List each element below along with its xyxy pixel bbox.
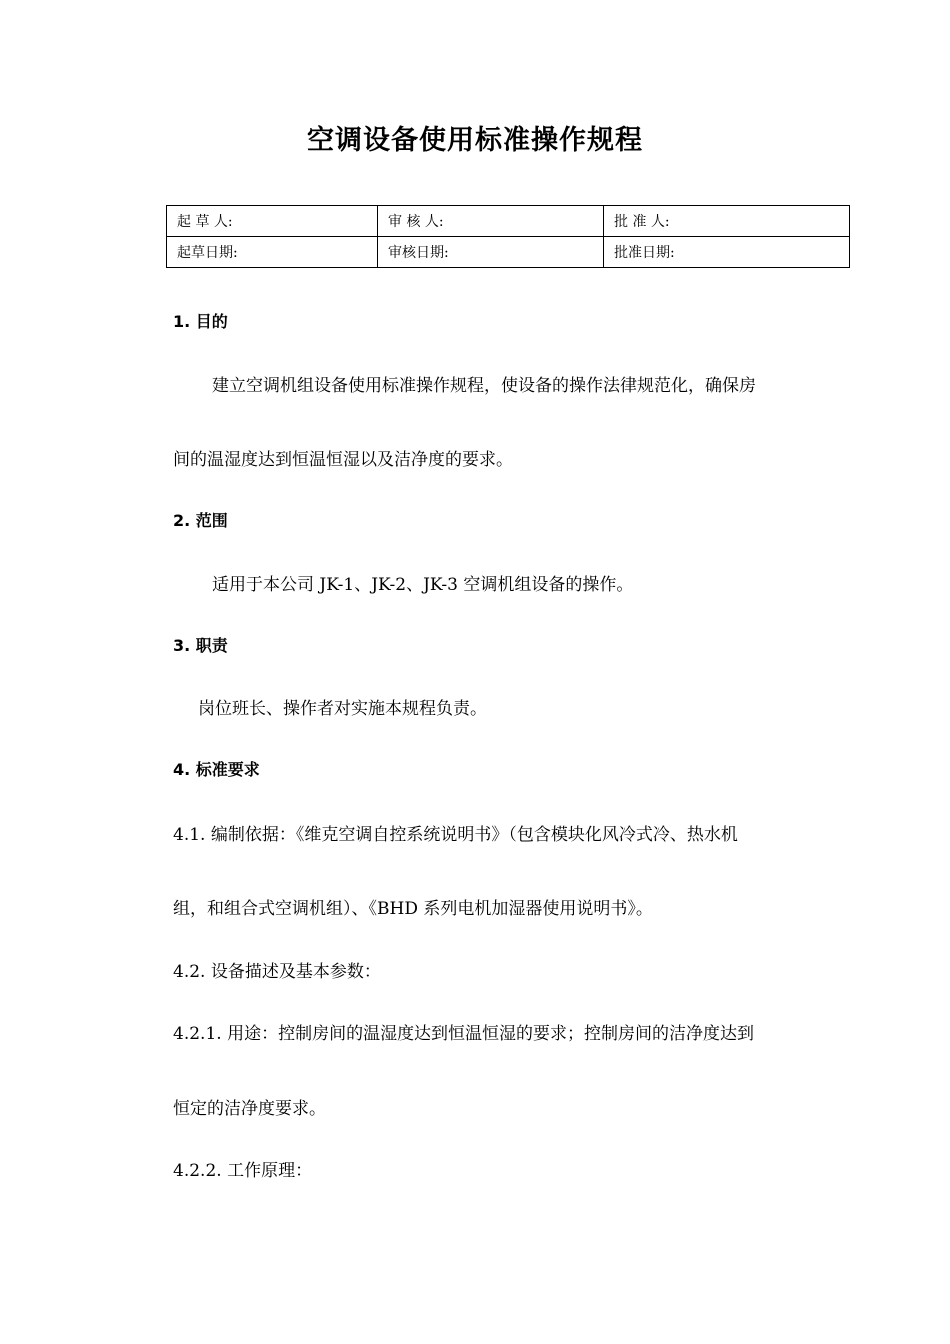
approver-cell: 批 准 人:	[604, 206, 850, 237]
paragraph-line: 间的温湿度达到恒温恒湿以及洁净度的要求。	[173, 450, 513, 470]
drafter-cell: 起 草 人:	[167, 206, 378, 237]
paragraph-line: 4.2.2. 工作原理：	[173, 1161, 313, 1181]
paragraph-line: 建立空调机组设备使用标准操作规程，使设备的操作法律规范化，确保房	[212, 376, 756, 396]
paragraph-line: 4.1. 编制依据：《维克空调自控系统说明书》（包含模块化风冷式冷、热水机	[173, 825, 738, 845]
paragraph-line: 4.2. 设备描述及基本参数：	[173, 962, 381, 982]
signature-table	[166, 205, 850, 268]
approval-date-cell: 批准日期:	[604, 237, 850, 268]
page-title: 空调设备使用标准操作规程	[307, 125, 643, 156]
reviewer-cell: 审 核 人:	[378, 206, 604, 237]
section-heading-responsibility: 3. 职责	[173, 636, 228, 655]
paragraph-line: 组，和组合式空调机组）、《BHD 系列电机加湿器使用说明书》。	[173, 899, 653, 919]
table-row	[167, 237, 850, 268]
paragraph-line: 4.2.1. 用途：控制房间的温湿度达到恒温恒湿的要求；控制房间的洁净度达到	[173, 1024, 755, 1044]
section-heading-purpose: 1. 目的	[173, 312, 228, 331]
section-heading-scope: 2. 范围	[173, 511, 228, 530]
paragraph-line: 适用于本公司 JK-1、JK-2、JK-3 空调机组设备的操作。	[212, 575, 634, 595]
paragraph-line: 恒定的洁净度要求。	[173, 1099, 326, 1119]
review-date-cell: 审核日期:	[378, 237, 604, 268]
paragraph-line: 岗位班长、操作者对实施本规程负责。	[198, 699, 487, 719]
section-heading-standards: 4. 标准要求	[173, 760, 260, 779]
draft-date-cell: 起草日期:	[167, 237, 378, 268]
table-row	[167, 206, 850, 237]
